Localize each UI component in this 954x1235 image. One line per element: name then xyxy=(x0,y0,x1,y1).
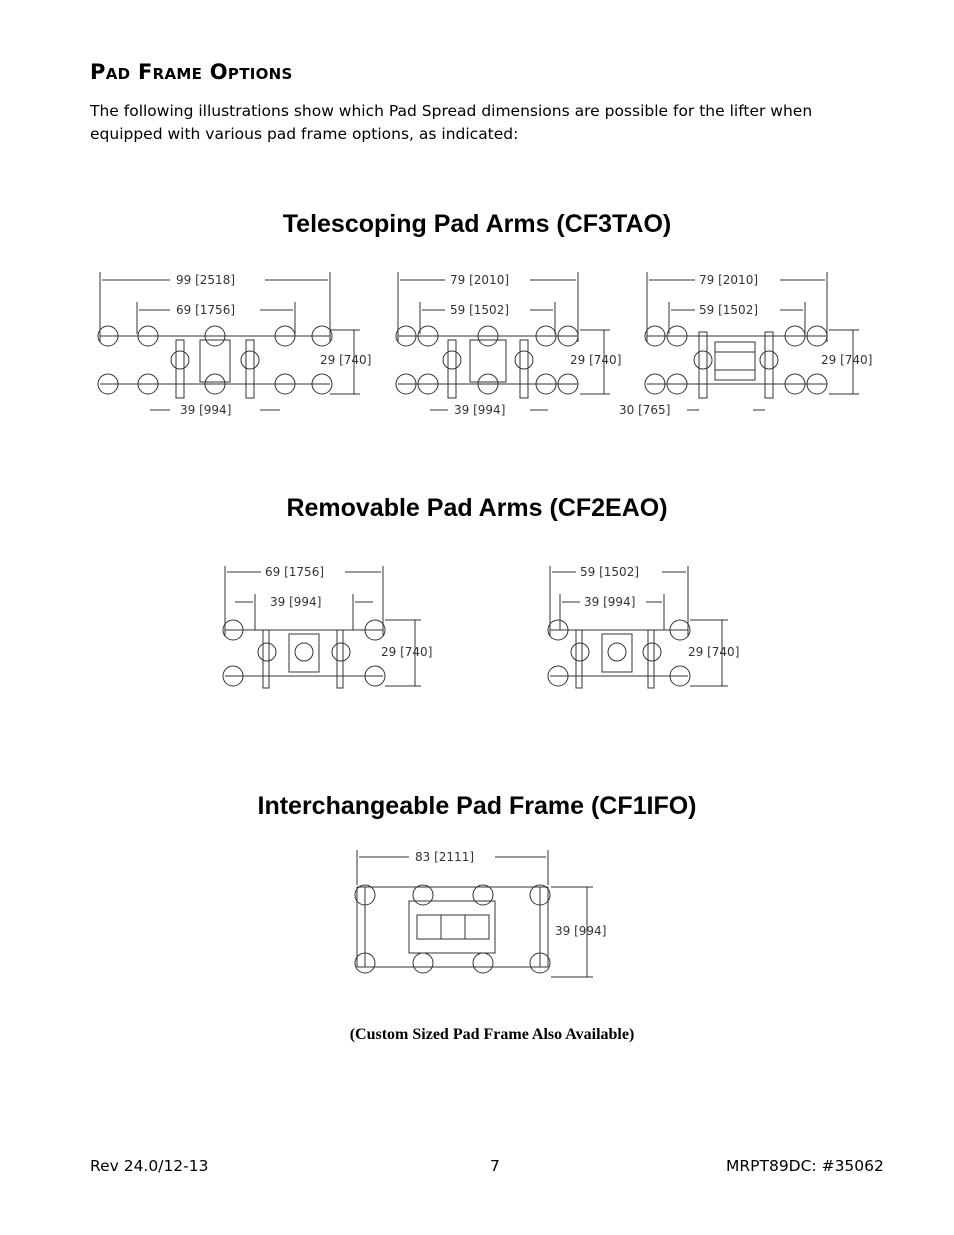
svg-text:99 [2518]: 99 [2518] xyxy=(176,273,236,287)
footer-revision: Rev 24.0/12-13 xyxy=(90,1157,209,1175)
custom-frame-note: (Custom Sized Pad Frame Also Available) xyxy=(349,1026,635,1043)
svg-text:39 [994]: 39 [994] xyxy=(584,595,636,609)
footer-model-number: MRPT89DC: #35062 xyxy=(726,1157,884,1175)
svg-text:69 [1756]: 69 [1756] xyxy=(176,303,236,317)
svg-text:39 [994]: 39 [994] xyxy=(454,403,506,417)
section-title-removable: Removable Pad Arms (CF2EAO) xyxy=(286,494,668,522)
svg-text:39 [994]: 39 [994] xyxy=(555,924,607,938)
svg-text:79 [2010]: 79 [2010] xyxy=(699,273,759,287)
svg-text:79 [2010]: 79 [2010] xyxy=(450,273,510,287)
svg-text:29 [740]: 29 [740] xyxy=(688,645,740,659)
svg-text:29 [740]: 29 [740] xyxy=(381,645,433,659)
telescoping-diagram-2 xyxy=(390,262,640,422)
section-title-telescoping: Telescoping Pad Arms (CF3TAO) xyxy=(282,210,672,238)
svg-text:39 [994]: 39 [994] xyxy=(180,403,232,417)
svg-text:30 [765]: 30 [765] xyxy=(619,403,671,417)
telescoping-diagram-1 xyxy=(90,262,390,422)
removable-diagram-2 xyxy=(540,558,770,698)
removable-diagram-1 xyxy=(215,558,465,698)
svg-text:29 [740]: 29 [740] xyxy=(570,353,622,367)
svg-text:69 [1756]: 69 [1756] xyxy=(265,565,325,579)
svg-text:39 [994]: 39 [994] xyxy=(270,595,322,609)
interchangeable-diagram xyxy=(345,845,645,985)
svg-text:83 [2111]: 83 [2111] xyxy=(415,850,475,864)
section-title-interchangeable: Interchangeable Pad Frame (CF1IFO) xyxy=(257,792,697,820)
svg-text:29 [740]: 29 [740] xyxy=(821,353,873,367)
telescoping-diagram-3 xyxy=(615,262,895,422)
svg-text:59 [1502]: 59 [1502] xyxy=(580,565,640,579)
page-heading: Pad Frame Options xyxy=(90,60,293,84)
footer-page-number: 7 xyxy=(490,1157,500,1175)
svg-text:29 [740]: 29 [740] xyxy=(320,353,372,367)
svg-text:59 [1502]: 59 [1502] xyxy=(450,303,510,317)
intro-paragraph: The following illustrations show which Pad Spread dimensions are possible for the lifter when equipped with various pad frame options, as indicated: xyxy=(90,102,813,143)
svg-text:59 [1502]: 59 [1502] xyxy=(699,303,759,317)
